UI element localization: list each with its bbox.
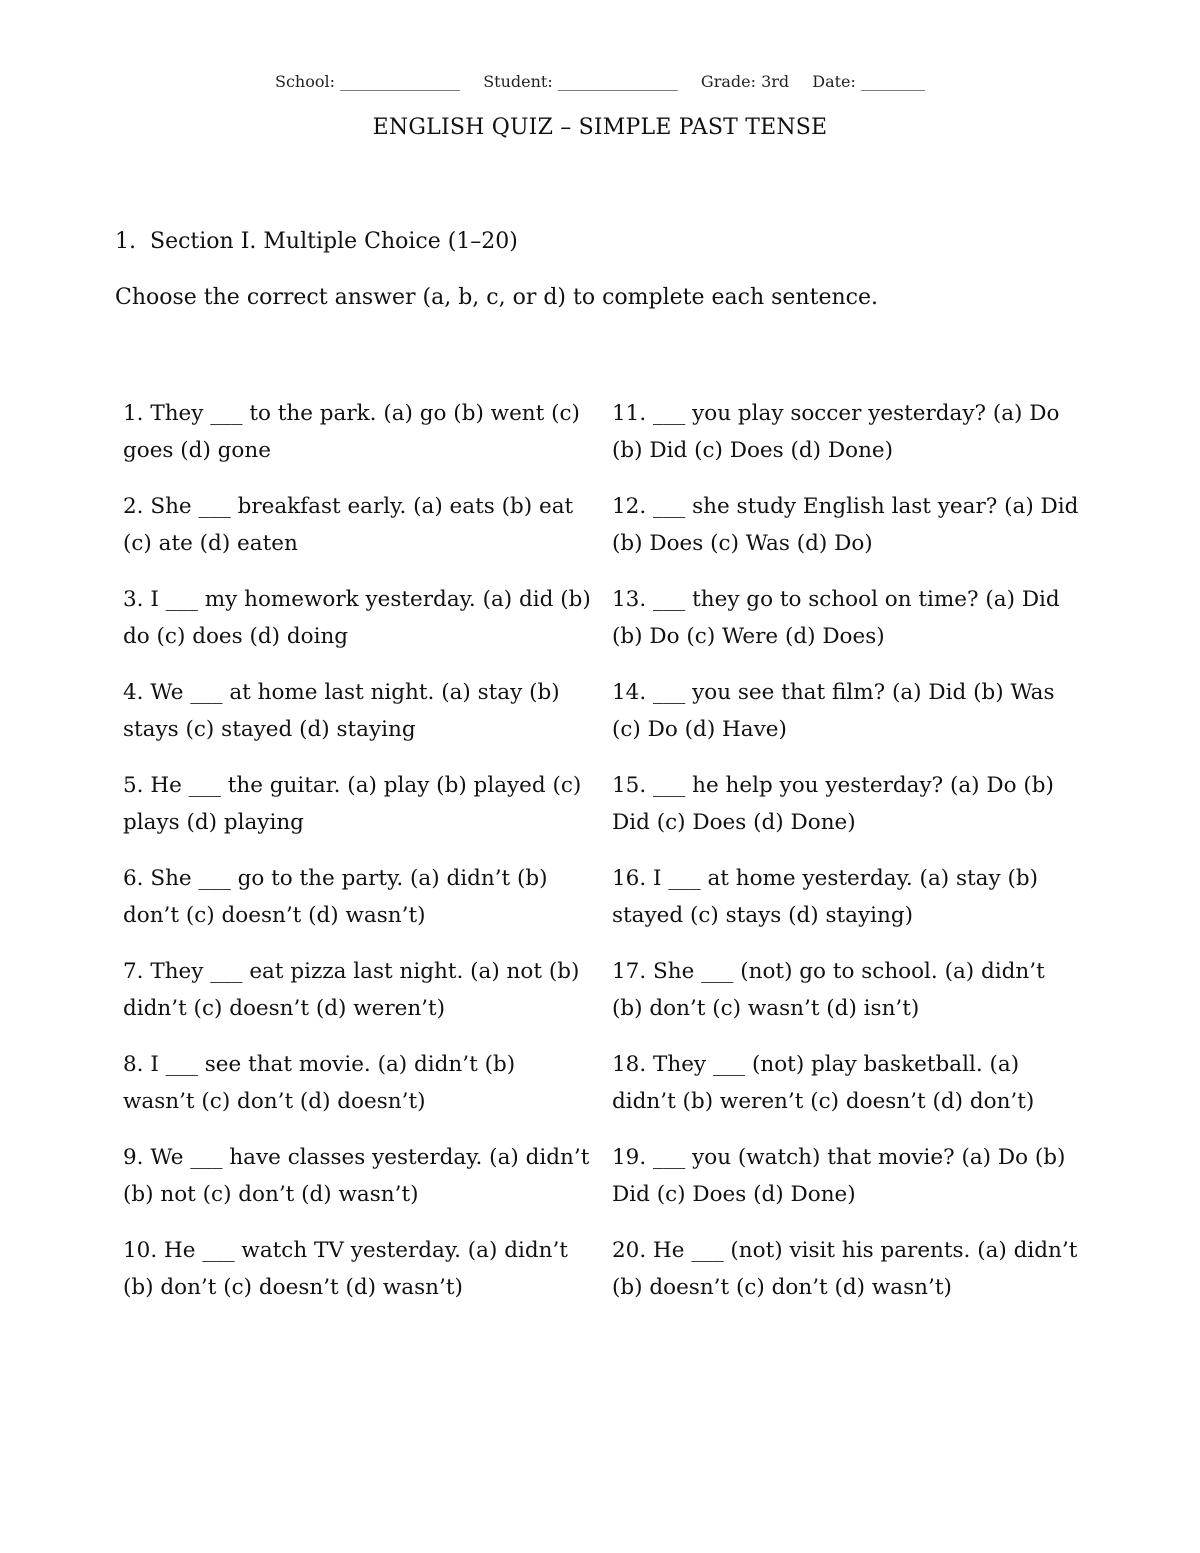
question-4: 4. We ___ at home last night. (a) stay (b) stays (c) stayed (d) staying xyxy=(123,680,560,742)
page-title: ENGLISH QUIZ – SIMPLE PAST TENSE xyxy=(372,115,828,140)
grade-field: Grade: 3rd xyxy=(700,72,790,91)
question-15: 15. ___ he help you yesterday? (a) Do (b) Did (c) Does (d) Done) xyxy=(612,773,1054,835)
question-8: 8. I ___ see that movie. (a) didn’t (b) wasn’t (c) don’t (d) doesn’t) xyxy=(123,1052,516,1114)
section-number: 1. xyxy=(115,229,136,254)
header-fields xyxy=(0,72,1200,91)
student-field: Student: _______________ xyxy=(483,72,678,91)
question-3: 3. I ___ my homework yesterday. (a) did (b) do (c) does (d) doing xyxy=(123,587,591,649)
instructions: Choose the correct answer (a, b, c, or d) to complete each sentence. xyxy=(115,285,878,310)
question-11: 11. ___ you play soccer yesterday? (a) Do (b) Did (c) Does (d) Done) xyxy=(612,401,1060,463)
question-6: 6. She ___ go to the party. (a) didn’t (b) don’t (c) doesn’t (d) wasn’t) xyxy=(123,866,548,928)
question-10: 10. He ___ watch TV yesterday. (a) didn’t (b) don’t (c) doesn’t (d) wasn’t) xyxy=(123,1238,568,1300)
question-1: 1. They ___ to the park. (a) go (b) went (c) goes (d) gone xyxy=(123,401,580,463)
question-5: 5. He ___ the guitar. (a) play (b) played (c) plays (d) playing xyxy=(123,773,582,835)
question-7: 7. They ___ eat pizza last night. (a) not (b) didn’t (c) doesn’t (d) weren’t) xyxy=(123,959,580,1021)
question-13: 13. ___ they go to school on time? (a) Did (b) Do (c) Were (d) Does) xyxy=(612,587,1060,649)
questions-column-left xyxy=(123,395,593,1325)
section-heading xyxy=(115,229,518,254)
question-16: 16. I ___ at home yesterday. (a) stay (b) stayed (c) stays (d) staying) xyxy=(612,866,1038,928)
question-20: 20. He ___ (not) visit his parents. (a) didn’t (b) doesn’t (c) don’t (d) wasn’t) xyxy=(612,1238,1078,1300)
question-17: 17. She ___ (not) go to school. (a) didn’t (b) don’t (c) wasn’t (d) isn’t) xyxy=(612,959,1045,1021)
date-field: Date: ________ xyxy=(812,72,925,91)
question-18: 18. They ___ (not) play basketball. (a) didn’t (b) weren’t (c) doesn’t (d) don’t) xyxy=(612,1052,1035,1114)
question-14: 14. ___ you see that film? (a) Did (b) Was (c) Do (d) Have) xyxy=(612,680,1055,742)
question-19: 19. ___ you (watch) that movie? (a) Do (b) Did (c) Does (d) Done) xyxy=(612,1145,1066,1207)
questions-column-right xyxy=(612,395,1082,1325)
question-12: 12. ___ she study English last year? (a) Did (b) Does (c) Was (d) Do) xyxy=(612,494,1079,556)
school-field: School: _______________ xyxy=(275,72,461,91)
question-9: 9. We ___ have classes yesterday. (a) didn’t (b) not (c) don’t (d) wasn’t) xyxy=(123,1145,590,1207)
question-2: 2. She ___ breakfast early. (a) eats (b) eat (c) ate (d) eaten xyxy=(123,494,574,556)
section-title: Section I. Multiple Choice (1–20) xyxy=(150,229,518,254)
